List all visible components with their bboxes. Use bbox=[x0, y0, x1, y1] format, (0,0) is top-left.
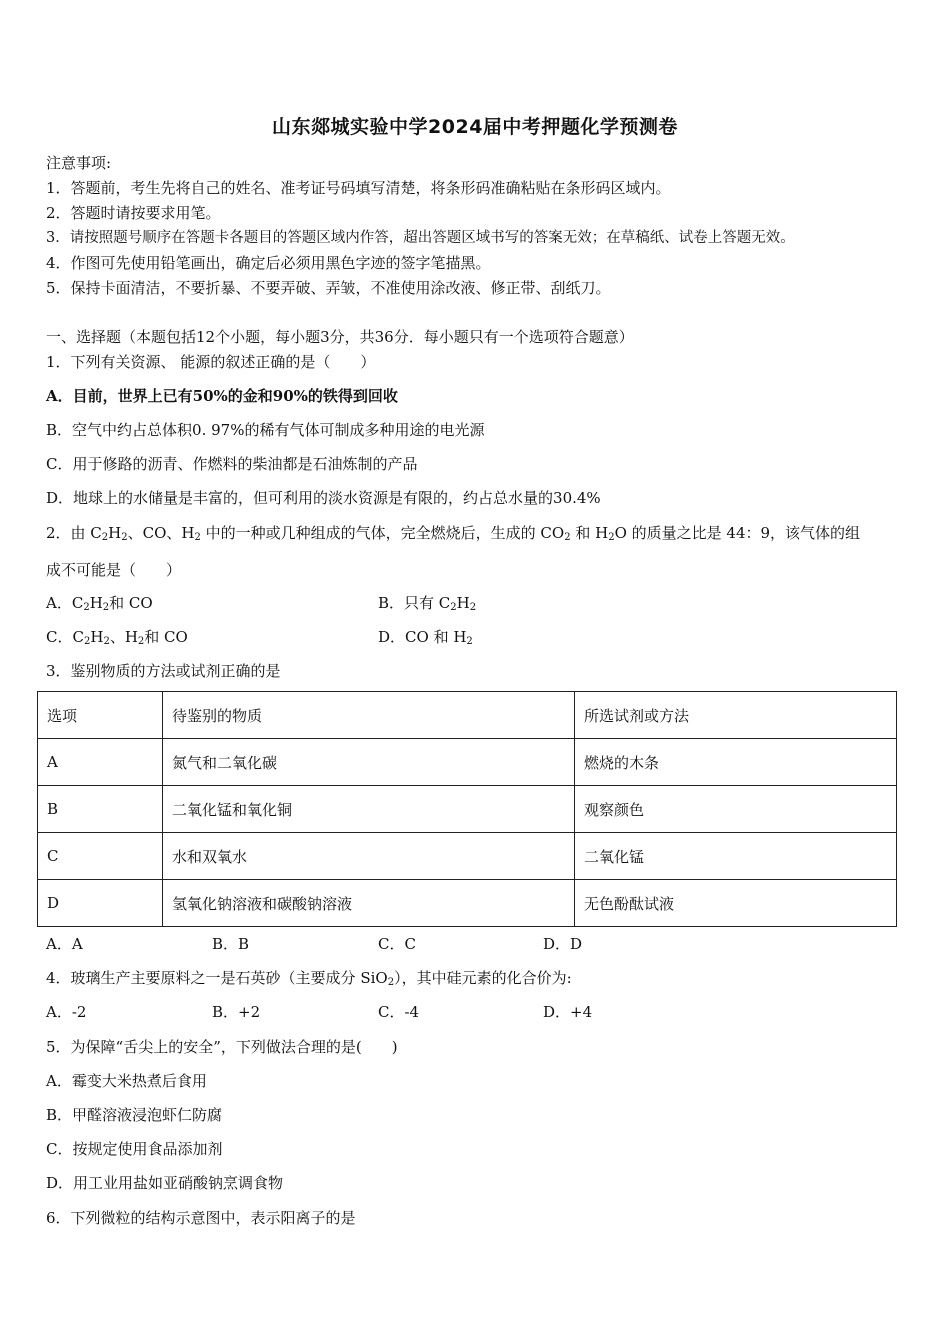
q2-stem-text: H bbox=[108, 524, 122, 542]
subscript: 2 bbox=[608, 532, 615, 543]
subscript: 2 bbox=[387, 977, 395, 988]
table-cell: A bbox=[38, 739, 163, 786]
q4-stem-text: 4．玻璃生产主要原料之一是石英砂（主要成分 SiO bbox=[46, 969, 388, 987]
option-text: H bbox=[456, 594, 470, 612]
table-header: 所选试剂或方法 bbox=[575, 692, 897, 739]
subscript: 2 bbox=[466, 636, 473, 647]
option-text: A．C bbox=[46, 594, 84, 612]
notice-item-4: 4．作图可先使用铅笔画出，确定后必须用黑色字迹的签字笔描黑。 bbox=[46, 254, 491, 272]
option-text: H bbox=[89, 594, 103, 612]
notice-item-5: 5．保持卡面清洁，不要折暴、不要弄破、弄皱，不准使用涂改液、修正带、刮纸刀。 bbox=[46, 279, 611, 297]
table-cell: 燃烧的木条 bbox=[575, 739, 897, 786]
table-cell: 二氧化锰和氧化铜 bbox=[163, 786, 575, 833]
subscript: 2 bbox=[564, 532, 571, 543]
subscript: 2 bbox=[194, 532, 201, 543]
q4-option-d: D．+4 bbox=[543, 1003, 593, 1021]
option-text: H bbox=[90, 628, 104, 646]
q2-option-a bbox=[46, 593, 153, 613]
q5-option-c: C．按规定使用食品添加剂 bbox=[46, 1140, 223, 1158]
table-header: 选项 bbox=[38, 692, 163, 739]
subscript: 2 bbox=[83, 636, 91, 647]
q5-option-a: A．霉变大米热煮后食用 bbox=[46, 1072, 207, 1090]
q3-table bbox=[37, 691, 897, 927]
q2-stem-text: 和 H bbox=[570, 524, 609, 542]
q5-stem: 5．为保障“舌尖上的安全”，下列做法合理的是( ) bbox=[46, 1038, 398, 1056]
q3-option-b: B．B bbox=[212, 935, 250, 953]
option-text: C．C bbox=[46, 628, 84, 646]
q2-stem-text: 2．由 C bbox=[46, 524, 102, 542]
q2-option-c bbox=[46, 627, 188, 647]
q1-option-b: B．空气中约占总体积0. 97%的稀有气体可制成多种用途的电光源 bbox=[46, 421, 485, 439]
table-cell: 氢氧化钠溶液和碳酸钠溶液 bbox=[163, 880, 575, 927]
table-cell: 观察颜色 bbox=[575, 786, 897, 833]
subscript: 2 bbox=[450, 602, 457, 613]
subscript: 2 bbox=[83, 602, 90, 613]
subscript: 2 bbox=[121, 532, 128, 543]
notice-item-2: 2．答题时请按要求用笔。 bbox=[46, 204, 221, 222]
page-title: 山东郯城实验中学2024届中考押题化学预测卷 bbox=[272, 116, 678, 138]
table-row bbox=[38, 833, 897, 880]
q1-option-c: C．用于修路的沥青、作燃料的柴油都是石油炼制的产品 bbox=[46, 455, 418, 473]
table-row bbox=[38, 786, 897, 833]
option-text: 和 CO bbox=[109, 594, 153, 612]
table-header: 待鉴别的物质 bbox=[163, 692, 575, 739]
notice-item-1: 1．答题前，考生先将自己的姓名、准考证号码填写清楚，将条形码准确粘贴在条形码区域内。 bbox=[46, 179, 671, 197]
q4-stem bbox=[46, 968, 572, 988]
q2-stem-text: O 的质量之比是 44：9，该气体的组 bbox=[614, 524, 861, 542]
q2-stem-text: 、CO、H bbox=[127, 524, 195, 542]
table-cell: 二氧化锰 bbox=[575, 833, 897, 880]
subscript: 2 bbox=[101, 532, 109, 543]
q2-stem-line2: 成不可能是（ ） bbox=[46, 561, 182, 579]
q2-stem bbox=[46, 523, 860, 543]
q2-stem-text: 中的一种或几种组成的气体，完全燃烧后，生成的 CO bbox=[200, 524, 565, 542]
table-row bbox=[38, 880, 897, 927]
table-cell: 氮气和二氧化碳 bbox=[163, 739, 575, 786]
q4-stem-text: ），其中硅元素的化合价为: bbox=[394, 969, 572, 987]
notice-item-3: 3．请按照题号顺序在答题卡各题目的答题区域内作答，超出答题区域书写的答案无效；在草稿纸、试卷上答题无效。 bbox=[46, 230, 795, 246]
table-cell: D bbox=[38, 880, 163, 927]
q1-option-a: A．目前，世界上已有50%的金和90%的铁得到回收 bbox=[46, 387, 398, 405]
table-header-row bbox=[38, 692, 897, 739]
option-text: 和 CO bbox=[144, 628, 188, 646]
q5-option-d: D．用工业用盐如亚硝酸钠烹调食物 bbox=[46, 1174, 284, 1192]
subscript: 2 bbox=[103, 636, 110, 647]
q6-stem: 6．下列微粒的结构示意图中，表示阳离子的是 bbox=[46, 1209, 356, 1227]
q1-stem: 1．下列有关资源、 能源的叙述正确的是（ ） bbox=[46, 353, 376, 371]
table-cell: C bbox=[38, 833, 163, 880]
q3-stem: 3．鉴别物质的方法或试剂正确的是 bbox=[46, 662, 281, 680]
section-heading: 一、选择题（本题包括12个小题，每小题3分，共36分．每小题只有一个选项符合题意） bbox=[46, 328, 634, 346]
option-text: D．CO 和 H bbox=[378, 628, 467, 646]
q3-option-a: A．A bbox=[46, 935, 83, 953]
q3-option-d: D．D bbox=[543, 935, 583, 953]
q2-option-b bbox=[378, 593, 476, 613]
notice-heading: 注意事项: bbox=[46, 154, 112, 172]
table-cell: 无色酚酞试液 bbox=[575, 880, 897, 927]
q3-option-c: C．C bbox=[378, 935, 416, 953]
subscript: 2 bbox=[102, 602, 110, 613]
q4-option-b: B．+2 bbox=[212, 1003, 261, 1021]
table-row bbox=[38, 739, 897, 786]
subscript: 2 bbox=[469, 602, 477, 613]
q4-option-c: C．-4 bbox=[378, 1003, 420, 1021]
table-cell: B bbox=[38, 786, 163, 833]
option-text: 、H bbox=[109, 628, 138, 646]
option-text: B．只有 C bbox=[378, 594, 451, 612]
q5-option-b: B．甲醛溶液浸泡虾仁防腐 bbox=[46, 1106, 223, 1124]
subscript: 2 bbox=[137, 636, 145, 647]
table-cell: 水和双氧水 bbox=[163, 833, 575, 880]
q1-option-d: D．地球上的水储量是丰富的，但可利用的淡水资源是有限的，约占总水量的30.4% bbox=[46, 489, 601, 507]
q4-option-a: A．-2 bbox=[46, 1003, 87, 1021]
q2-option-d bbox=[378, 627, 473, 647]
